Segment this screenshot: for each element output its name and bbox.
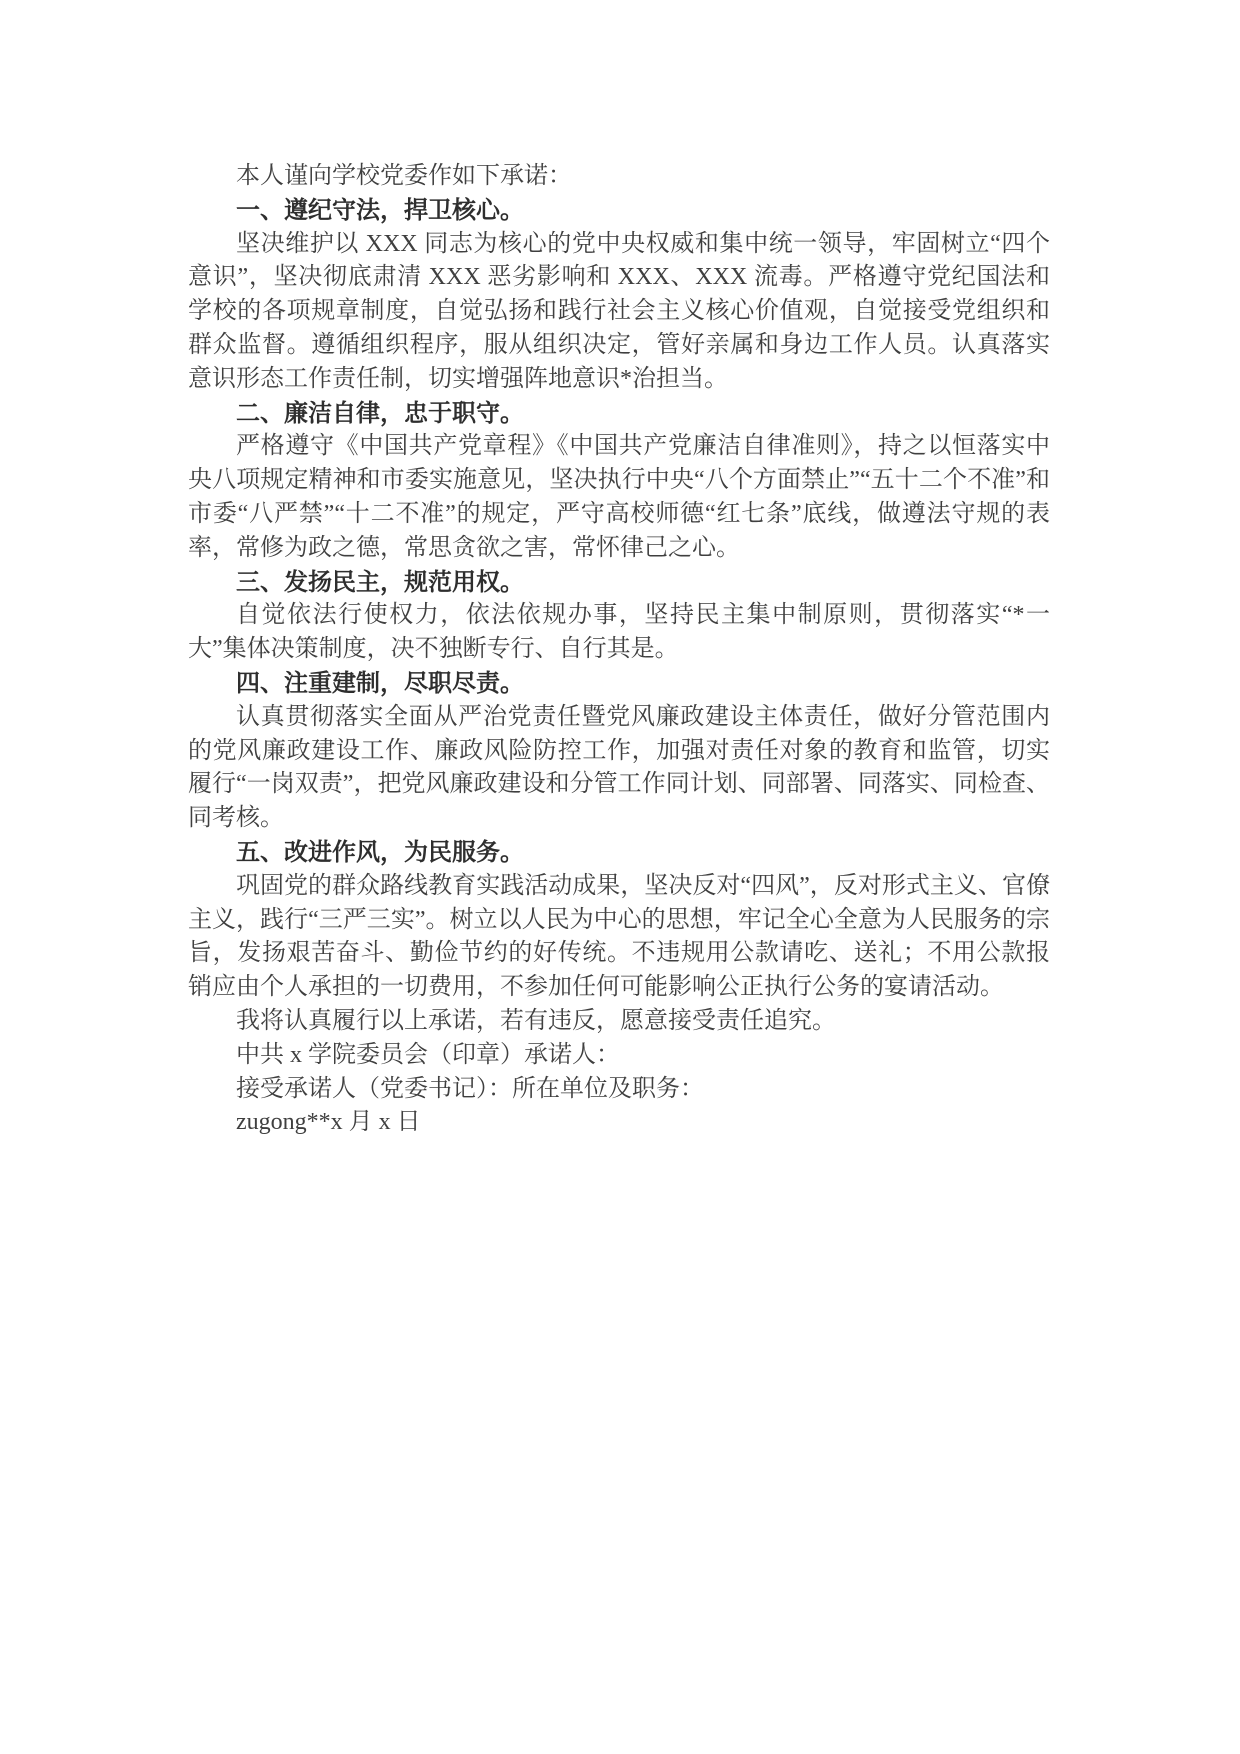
- section-1-heading: 一、遵纪守法，捍卫核心。: [236, 195, 524, 224]
- closing-committee-seal-line: 中共 x 学院委员会（印章）承诺人：: [236, 1041, 620, 1068]
- section-3-heading: 三、发扬民主，规范用权。: [236, 567, 524, 596]
- section-4-paragraph: 认真贯彻落实全面从严治党责任暨党风廉政建设主体责任，做好分管范围内的党风廉政建设工作、廉政风险防控工作，加强对责任对象的教育和监管，切实履行“一岗双责”，把党风廉政建设和分管工作同计划、同部署、同落实、同检查、同考核。: [188, 703, 1050, 832]
- section-5-heading: 五、改进作风，为民服务。: [236, 837, 524, 866]
- section-4-heading: 四、注重建制，尽职尽责。: [236, 668, 524, 697]
- closing-acceptor-line: 接受承诺人（党委书记）：所在单位及职务：: [236, 1075, 704, 1102]
- intro-paragraph: 本人谨向学校党委作如下承诺：: [236, 163, 572, 189]
- section-1-paragraph: 坚决维护以 XXX 同志为核心的党中央权威和集中统一领导，牢固树立“四个意识”，坚决彻底肃清 XXX 恶劣影响和 XXX、XXX 流毒。严格遵守党纪国法和学校的各项规章制度，自觉弘扬和践行社会主义核心价值观，自觉接受党组织和群众监督。遵循组织程序，服从组织决定，管好亲属和身边工作人员。认真落实意识形态工作责任制，切实增强阵地意识*治担当。: [188, 230, 1050, 392]
- closing-commitment-line: 我将认真履行以上承诺，若有违反，愿意接受责任追究。: [236, 1007, 836, 1034]
- closing-date-line: zugong**x 月 x 日: [236, 1109, 421, 1136]
- section-2-heading: 二、廉洁自律，忠于职守。: [236, 398, 524, 427]
- section-3-paragraph: 自觉依法行使权力，依法依规办事，坚持民主集中制原则，贯彻落实“*一大”集体决策制度，决不独断专行、自行其是。: [188, 602, 1050, 663]
- section-2-paragraph: 严格遵守《中国共产党章程》《中国共产党廉洁自律准则》，持之以恒落实中央八项规定精神和市委实施意见，坚决执行中央“八个方面禁止”“五十二个不准”和市委“八严禁”“十二不准”的规定，严守高校师德“红七条”底线，做遵法守规的表率，常修为政之德，常思贪欲之害，常怀律己之心。: [188, 433, 1050, 561]
- section-5-paragraph: 巩固党的群众路线教育实践活动成果，坚决反对“四风”，反对形式主义、官僚主义，践行“三严三实”。树立以人民为中心的思想，牢记全心全意为人民服务的宗旨，发扬艰苦奋斗、勤俭节约的好传统。不违规用公款请吃、送礼；不用公款报销应由个人承担的一切费用，不参加任何可能影响公正执行公务的宴请活动。: [188, 872, 1050, 1001]
